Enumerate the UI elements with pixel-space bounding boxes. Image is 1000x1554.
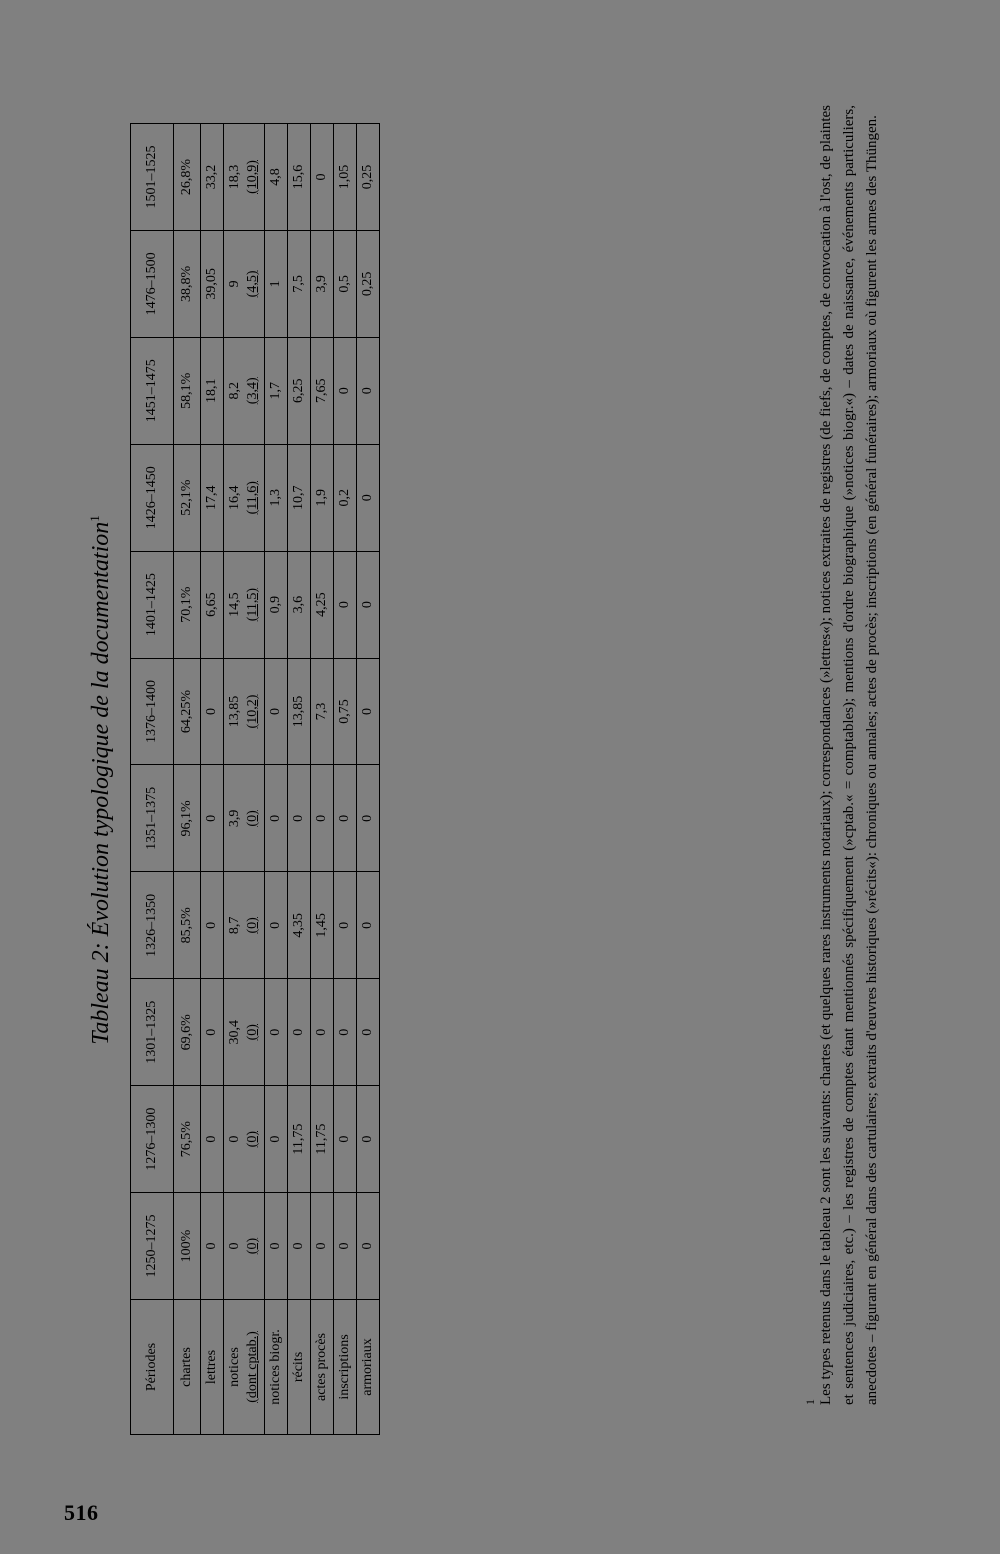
- table-row-actes-proces: [311, 124, 334, 1435]
- table-cell: 1,45: [311, 872, 334, 979]
- table-cell: 33,2: [201, 124, 224, 231]
- table-cell: 0: [311, 765, 334, 872]
- table-cell: 7,5: [288, 230, 311, 337]
- table-cell: [224, 979, 265, 1086]
- table-row-recits: [288, 124, 311, 1435]
- table-cell: 0,25: [357, 230, 380, 337]
- table-title: [80, 85, 116, 1475]
- header-period: 1351–1375: [131, 765, 174, 872]
- table-cell: 0: [357, 658, 380, 765]
- header-period: 1426–1450: [131, 444, 174, 551]
- table-cell: 0: [311, 1193, 334, 1300]
- cell-subvalue: (0): [245, 1237, 260, 1255]
- cell-value: 14,5: [227, 592, 242, 617]
- row-label: armoriaux: [357, 1300, 380, 1435]
- table-cell: 26,8%: [174, 124, 201, 231]
- header-period: 1451–1475: [131, 337, 174, 444]
- row-label: actes procès: [311, 1300, 334, 1435]
- table-row-notices-biogr: [265, 124, 288, 1435]
- table-cell: [224, 1086, 265, 1193]
- table-cell: 1,05: [334, 124, 357, 231]
- footnote-mark: 1: [803, 1399, 817, 1405]
- cell-subvalue: (11,6): [245, 481, 260, 515]
- table-header-row: [131, 124, 174, 1435]
- title-footnote-ref: 1: [87, 515, 102, 522]
- table-cell: 38,8%: [174, 230, 201, 337]
- table-cell: 0: [334, 872, 357, 979]
- table-cell: 0: [265, 872, 288, 979]
- table-row-lettres: [201, 124, 224, 1435]
- table-cell: 0: [334, 979, 357, 1086]
- cell-subvalue: (11,5): [245, 587, 260, 622]
- cell-value: 8,2: [227, 382, 242, 400]
- header-period: 1276–1300: [131, 1086, 174, 1193]
- table-cell: 0: [265, 979, 288, 1086]
- table-cell: 0: [357, 1086, 380, 1193]
- cell-subvalue: (10,2): [245, 694, 260, 729]
- row-label: récits: [288, 1300, 311, 1435]
- cell-subvalue: (0): [245, 1024, 260, 1041]
- table-cell: 52,1%: [174, 444, 201, 551]
- table-cell: 17,4: [201, 444, 224, 551]
- table-cell: 1,3: [265, 444, 288, 551]
- cell-value: 0: [227, 1242, 242, 1250]
- table-row-armoriaux: [357, 124, 380, 1435]
- table-cell: 85,5%: [174, 872, 201, 979]
- table-cell: 6,65: [201, 551, 224, 658]
- table-row-notices: [224, 124, 265, 1435]
- table-cell: 1: [265, 230, 288, 337]
- table-cell: 0: [357, 1193, 380, 1300]
- table-cell: 0: [201, 979, 224, 1086]
- table-cell: 0: [265, 1086, 288, 1193]
- table-title-text: Tableau 2: Évolution typologique de la documentation: [88, 521, 114, 1045]
- table-cell: 39,05: [201, 230, 224, 337]
- table-cell: 4,35: [288, 872, 311, 979]
- table-cell: [224, 444, 265, 551]
- table-cell: [224, 765, 265, 872]
- row-label-sub: (dont cptab.): [245, 1331, 260, 1403]
- header-period: 1376–1400: [131, 658, 174, 765]
- table-cell: 96,1%: [174, 765, 201, 872]
- table-cell: 0: [265, 765, 288, 872]
- footnote-text: Les types retenus dans le tableau 2 sont les suivants: chartes (et quelques rares instruments notariaux); correspondances (»lettres«); notices extraites de registres (de fiefs, de comptes, de convocation à l'ost, de plaintes et sentences judiciaires, etc.) – les registres de comptes étant mentionnés spécifiquement (»cptab.« = comptables); mentions d'ordre biographique (»notices biogr.«) – dates de naissance, événements particuliers, anecdotes – figurant en général dans des cartulaires; extraits d'œuvres historiques (»récits«): chroniques ou annales; actes de procès; inscriptions (en général funéraires); armoriaux où figurent les armes des Thüngen.: [818, 105, 880, 1405]
- table-cell: 58,1%: [174, 337, 201, 444]
- table-cell: 3,9: [311, 230, 334, 337]
- table-cell: 0: [265, 1193, 288, 1300]
- table-cell: 6,25: [288, 337, 311, 444]
- table-cell: 0: [357, 337, 380, 444]
- table-cell: 0,5: [334, 230, 357, 337]
- header-period: 1501–1525: [131, 124, 174, 231]
- cell-value: 16,4: [227, 485, 242, 510]
- table-cell: 0: [201, 765, 224, 872]
- table-cell: 4,25: [311, 551, 334, 658]
- table-cell: 0: [334, 337, 357, 444]
- row-label: lettres: [201, 1300, 224, 1435]
- table-cell: 0,9: [265, 551, 288, 658]
- table-cell: 64,25%: [174, 658, 201, 765]
- header-period: 1401–1425: [131, 551, 174, 658]
- cell-value: 13,85: [227, 695, 242, 728]
- table-cell: 0: [288, 1193, 311, 1300]
- cell-subvalue: (0): [245, 1130, 260, 1148]
- table-cell: 1,9: [311, 444, 334, 551]
- cell-value: 0: [227, 1135, 242, 1143]
- cell-subvalue: (0): [245, 917, 260, 934]
- table-cell: 0: [357, 551, 380, 658]
- table-cell: [224, 551, 265, 658]
- header-period: 1301–1325: [131, 979, 174, 1086]
- table-cell: 0: [334, 765, 357, 872]
- table-cell: 0: [311, 124, 334, 231]
- row-label: notices biogr.: [265, 1300, 288, 1435]
- cell-value: 3,9: [227, 809, 242, 828]
- cell-value: 9: [227, 280, 242, 288]
- table-cell: 13,85: [288, 658, 311, 765]
- table-cell: 0: [288, 765, 311, 872]
- table-cell: [224, 1193, 265, 1300]
- table-cell: 100%: [174, 1193, 201, 1300]
- cell-subvalue: (4,5): [245, 270, 260, 298]
- header-period: 1476–1500: [131, 230, 174, 337]
- table-row-chartes: [174, 124, 201, 1435]
- table-cell: 0: [357, 444, 380, 551]
- table-cell: 0: [357, 872, 380, 979]
- cell-subvalue: (10,9): [245, 160, 260, 194]
- table-cell: 4,8: [265, 124, 288, 231]
- table-cell: 0: [201, 1193, 224, 1300]
- row-label-main: notices: [227, 1347, 242, 1387]
- cell-subvalue: (3,4): [245, 377, 260, 405]
- page-number: 516: [64, 1500, 99, 1525]
- cell-subvalue: (0): [245, 810, 260, 827]
- table-cell: 0: [334, 1193, 357, 1300]
- rotated-content: [80, 35, 970, 1475]
- table-cell: 18,1: [201, 337, 224, 444]
- table-cell: 0: [201, 658, 224, 765]
- header-period: 1250–1275: [131, 1193, 174, 1300]
- table-cell: 1,7: [265, 337, 288, 444]
- table-cell: 7,3: [311, 658, 334, 765]
- table-cell: 11,75: [311, 1086, 334, 1193]
- table-cell: 10,7: [288, 444, 311, 551]
- cell-value: 18,3: [227, 164, 242, 190]
- table-row-inscriptions: [334, 124, 357, 1435]
- table-cell: [224, 872, 265, 979]
- table-cell: 3,6: [288, 551, 311, 658]
- table-cell: 15,6: [288, 124, 311, 231]
- cell-value: 30,4: [227, 1019, 242, 1045]
- table-cell: 11,75: [288, 1086, 311, 1193]
- documentation-table: [130, 123, 380, 1435]
- header-period: 1326–1350: [131, 872, 174, 979]
- table-cell: 0,2: [334, 444, 357, 551]
- table-cell: 69,6%: [174, 979, 201, 1086]
- table-cell: 0: [334, 1086, 357, 1193]
- table-cell: 70,1%: [174, 551, 201, 658]
- table-cell: 0: [311, 979, 334, 1086]
- table-cell: 0: [201, 872, 224, 979]
- row-label: [224, 1300, 265, 1435]
- table-cell: 0: [357, 765, 380, 872]
- table-cell: 0: [357, 979, 380, 1086]
- table-cell: 0: [201, 1086, 224, 1193]
- table-cell: [224, 658, 265, 765]
- table-cell: 0,75: [334, 658, 357, 765]
- table-cell: [224, 337, 265, 444]
- table-cell: [224, 230, 265, 337]
- row-label: inscriptions: [334, 1300, 357, 1435]
- table-cell: 0: [288, 979, 311, 1086]
- table-cell: 7,65: [311, 337, 334, 444]
- table-cell: 76,5%: [174, 1086, 201, 1193]
- table-cell: 0,25: [357, 124, 380, 231]
- cell-value: 8,7: [227, 916, 242, 935]
- table-cell: 0: [334, 551, 357, 658]
- table-cell: 0: [265, 658, 288, 765]
- row-label: chartes: [174, 1300, 201, 1435]
- header-periodes: Périodes: [131, 1300, 174, 1435]
- table-cell: [224, 124, 265, 231]
